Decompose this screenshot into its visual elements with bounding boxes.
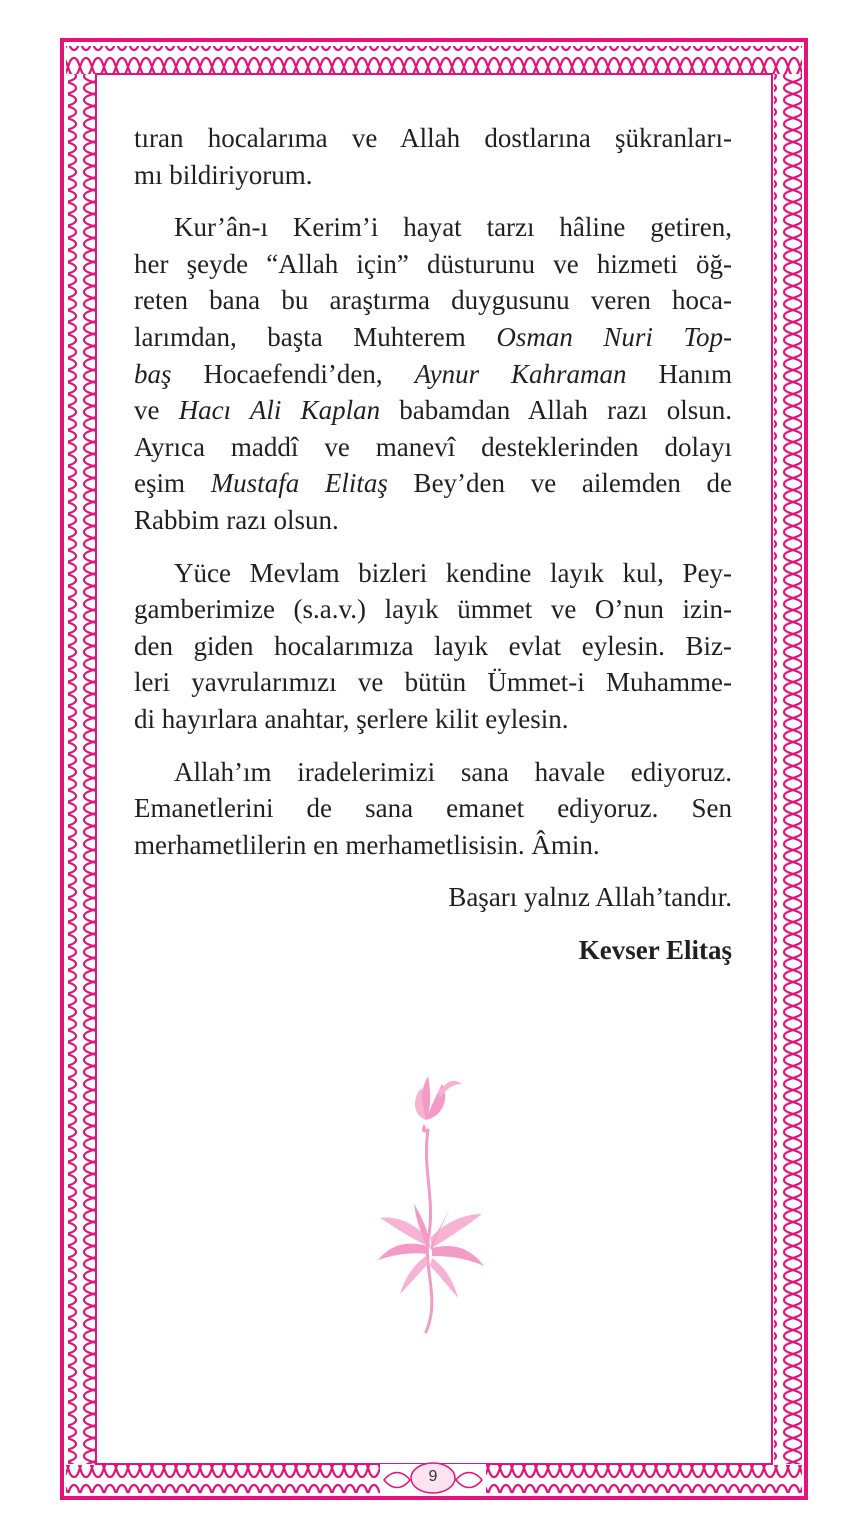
- name-italic: baş: [134, 358, 172, 389]
- text-run: Hanım: [626, 358, 732, 389]
- text-line: tıran hocalarıma ve Allah dostlarına şükranları-: [134, 123, 732, 153]
- text-run: babamdan Allah razı olsun.: [380, 395, 733, 426]
- name-italic: Osman Nuri Top-: [496, 321, 732, 352]
- text-line: reten bana bu araştırma duygusunu veren hoca-: [134, 285, 732, 316]
- page-number: 9: [428, 1468, 438, 1485]
- text-line: Allah’ım iradelerimizi sana havale ediyoruz.: [174, 756, 732, 787]
- text-line: [134, 356, 732, 393]
- text-line: merhametlilerin en merhametlisisin. Âmin.: [134, 829, 600, 860]
- text-line: den giden hocalarımıza layık evlat eylesin. Biz-: [134, 630, 732, 661]
- signature: Kevser Elitaş: [578, 934, 732, 965]
- tulip-ornament-icon: [370, 1070, 500, 1340]
- text-line: Rabbim razı olsun.: [134, 504, 339, 535]
- text-run: eşim: [134, 468, 211, 499]
- text-line: Ayrıca maddî ve manevî desteklerinden dolayı: [134, 431, 732, 462]
- closing-line: Başarı yalnız Allah’tandır.: [448, 882, 732, 913]
- text-run: Bey’den ve ailemden de: [387, 468, 732, 499]
- text-line: gamberimize (s.a.v.) layık ümmet ve O’nun izin-: [134, 594, 732, 625]
- text-line: di hayırlara anahtar, şerlere kilit eylesin.: [134, 703, 569, 734]
- text-line: Yüce Mevlam bizleri kendine layık kul, Pey-: [174, 557, 732, 588]
- name-italic: Aynur Kahraman: [414, 358, 627, 389]
- text-line: Kur’ân-ı Kerim’i hayat tarzı hâline getiren,: [174, 212, 732, 243]
- text-line: [134, 392, 732, 429]
- text-run: Hocaefendi’den,: [171, 358, 415, 389]
- text-line: leri yavrularımızı ve bütün Ümmet-i Muhamme-: [134, 667, 732, 698]
- text-run: ve: [134, 395, 179, 426]
- name-italic: Hacı Ali Kaplan: [178, 395, 381, 426]
- text-run: larımdan, başta Muhterem: [134, 321, 497, 352]
- text-line: her şeyde “Allah için” düsturunu ve hizmeti öğ-: [134, 248, 732, 279]
- text-line: mı bildiriyorum.: [134, 159, 313, 190]
- text-line: Emanetlerini de sana emanet ediyoruz. Sen: [134, 793, 732, 824]
- name-italic: Mustafa Elitaş: [210, 468, 388, 499]
- text-line: [134, 465, 732, 502]
- main-text: [134, 120, 732, 968]
- text-line: [134, 319, 732, 356]
